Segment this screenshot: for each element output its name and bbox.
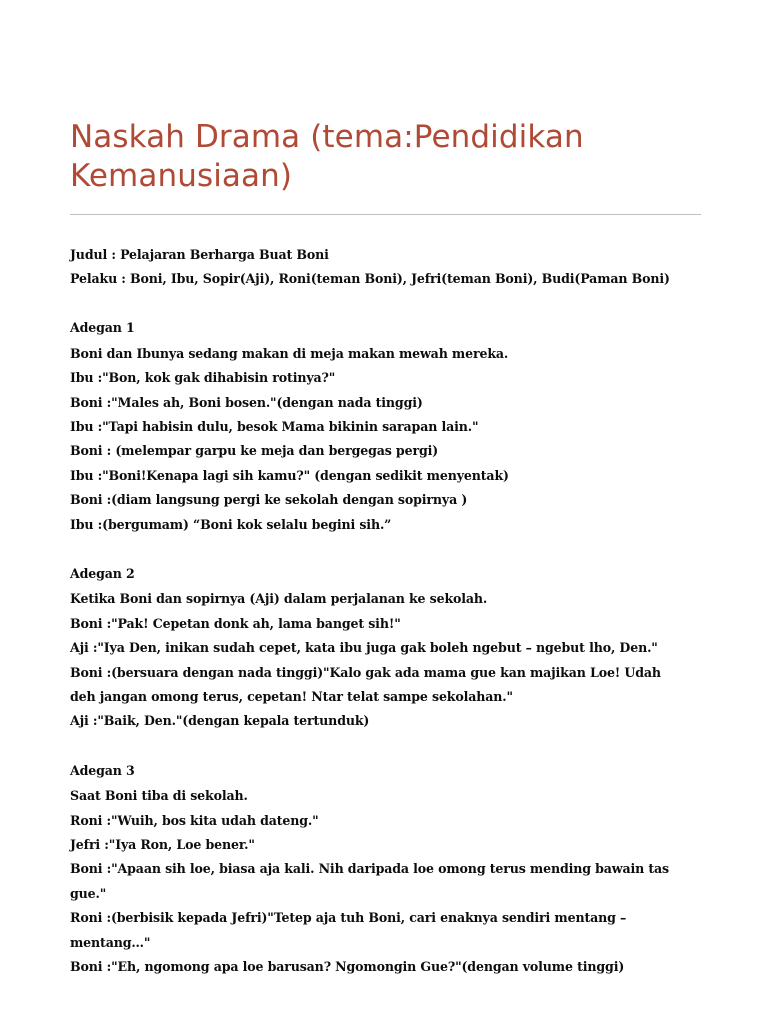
scene-spacer: [70, 291, 700, 316]
scene-line: Boni :(diam langsung pergi ke sekolah dengan sopirnya ): [70, 492, 468, 508]
scene-line: Boni :"Pak! Cepetan donk ah, lama banget sih!": [70, 615, 401, 631]
scene-line: Boni :"Apaan sih loe, biasa aja kali. Nih daripada loe omong terus mending bawain tas gue.": [70, 861, 674, 901]
scene-line: Ibu :"Tapi habisin dulu, besok Mama bikinin sarapan lain.": [70, 418, 479, 434]
scene-line: Boni : (melempar garpu ke meja dan bergegas pergi): [70, 443, 439, 459]
scene-heading: Adegan 3: [70, 762, 135, 778]
scene-line: Aji :"Baik, Den."(dengan kepala tertunduk): [70, 713, 370, 729]
scene-line: Ibu :(bergumam) “Boni kok selalu begini sih.”: [70, 516, 392, 532]
scene-line: Jefri :"Iya Ron, Loe bener.": [70, 837, 255, 853]
scene-heading: Adegan 1: [70, 320, 135, 336]
scene-line: Boni :"Males ah, Boni bosen."(dengan nada tinggi): [70, 394, 423, 410]
page-title: Naskah Drama (tema:Pendidikan Kemanusiaan): [70, 119, 584, 194]
header-info-block: [70, 243, 700, 292]
scene-line: Ibu :"Bon, kok gak dihabisin rotinya?": [70, 370, 336, 386]
scene-line: Boni :"Eh, ngomong apa loe barusan? Ngomongin Gue?"(dengan volume tinggi): [70, 959, 625, 975]
title-divider: [70, 214, 701, 215]
scene-line: Aji :"Iya Den, inikan sudah cepet, kata ibu juga gak boleh ngebut – ngebut lho, Den.": [70, 640, 658, 656]
scene-line: Boni dan Ibunya sedang makan di meja makan mewah mereka.: [70, 345, 509, 361]
scene-3: [70, 759, 700, 980]
scene-spacer: [70, 734, 700, 759]
scene-1: [70, 316, 700, 537]
pelaku-line: Pelaku : Boni, Ibu, Sopir(Aji), Roni(teman Boni), Jefri(teman Boni), Budi(Paman Boni): [70, 270, 670, 286]
scene-line: Ibu :"Boni!Kenapa lagi sih kamu?" (dengan sedikit menyentak): [70, 467, 509, 483]
scene-spacer: [70, 537, 700, 562]
scene-2: [70, 562, 700, 734]
scene-heading: Adegan 2: [70, 565, 135, 581]
scene-line: Roni :(berbisik kepada Jefri)"Tetep aja tuh Boni, cari enaknya sendiri mentang – mentang…": [70, 910, 631, 950]
document-body: [70, 243, 700, 980]
scene-line: Boni :(bersuara dengan nada tinggi)"Kalo gak ada mama gue kan majikan Loe! Udah deh jangan omong terus, cepetan! Ntar telat sampe sekolahan.": [70, 664, 661, 704]
scene-line: Roni :"Wuih, bos kita udah dateng.": [70, 812, 319, 828]
judul-line: Judul : Pelajaran Berharga Buat Boni: [70, 246, 329, 262]
scene-line: Saat Boni tiba di sekolah.: [70, 788, 248, 804]
scene-line: Ketika Boni dan sopirnya (Aji) dalam perjalanan ke sekolah.: [70, 591, 488, 607]
